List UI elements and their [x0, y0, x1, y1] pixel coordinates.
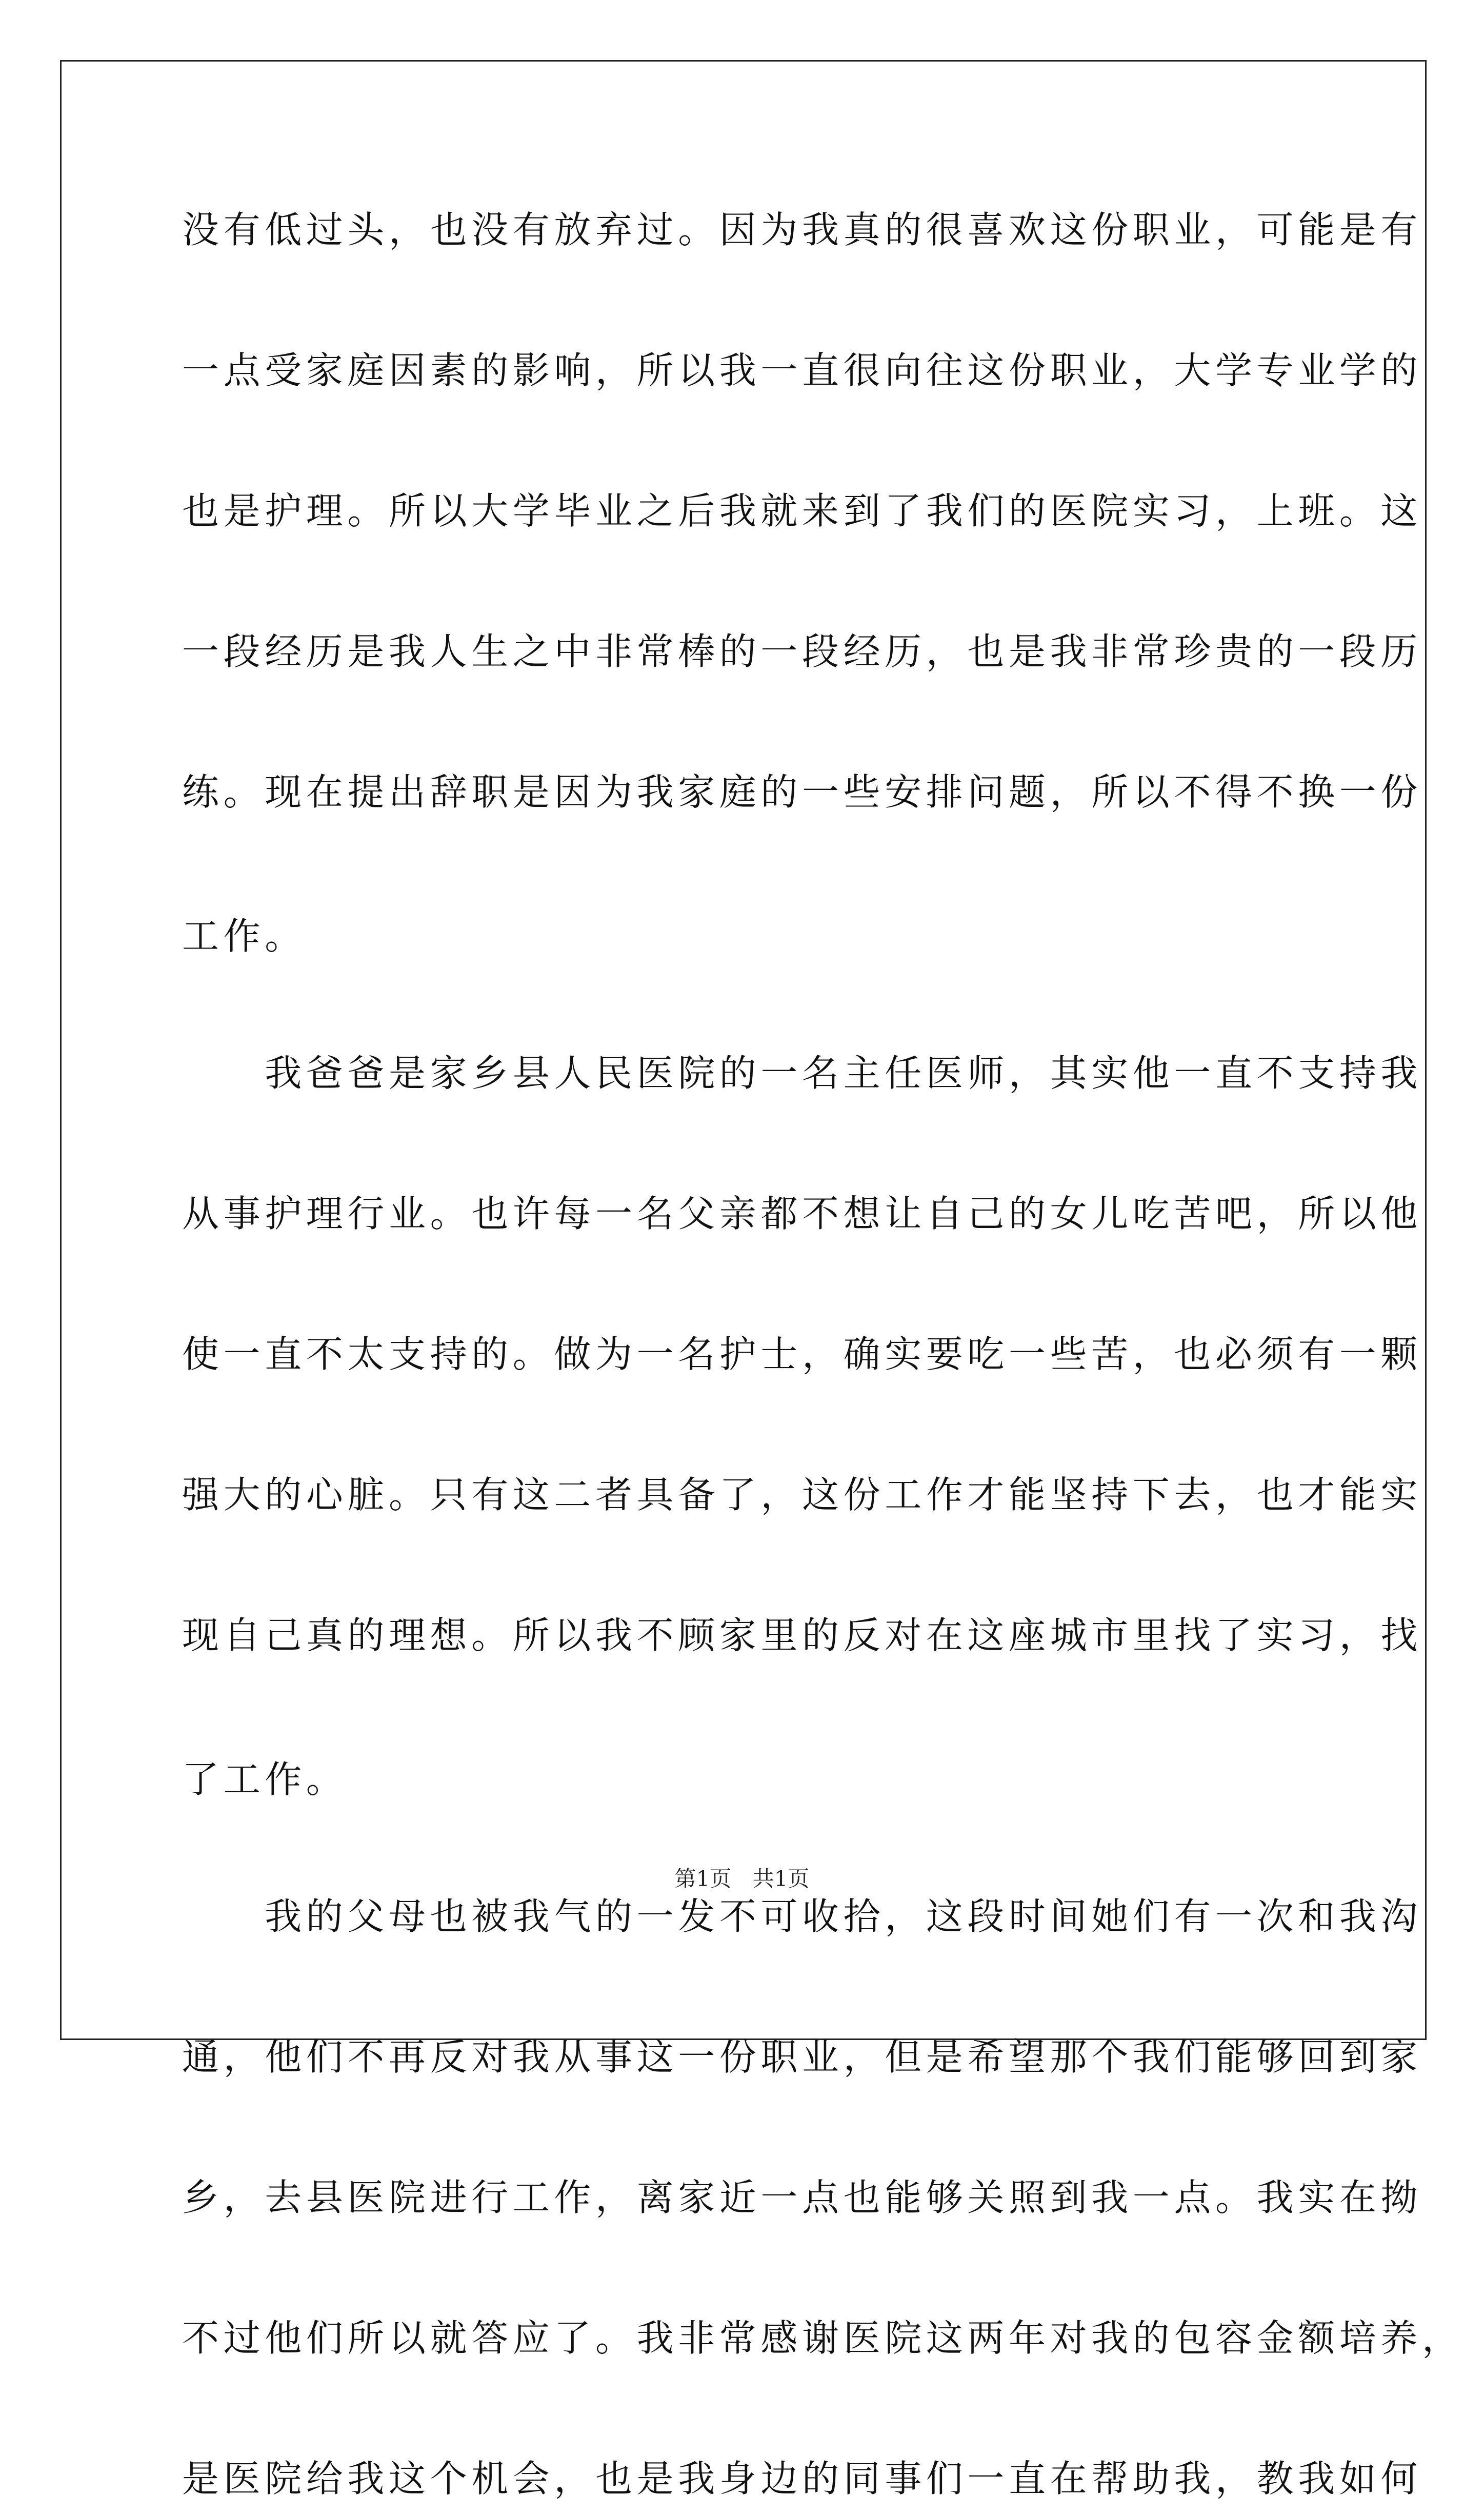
page-footer — [0, 1862, 1484, 1893]
text-line: 强大的心脏。只有这二者具备了，这份工作才能坚持下去，也才能实 — [182, 1473, 1422, 1516]
page-total: 共1页 — [752, 1866, 810, 1891]
text-line: 也是护理。所以大学毕业之后我就来到了我们的医院实习，上班。这 — [182, 489, 1422, 532]
text-line: 从事护理行业。也许每一名父亲都不想让自己的女儿吃苦吧，所以他 — [182, 1192, 1422, 1235]
text-line: 通，他们不再反对我从事这一份职业，但是希望那个我们能够回到家 — [182, 2035, 1422, 2078]
text-line: 我爸爸是家乡县人民医院的一名主任医师，其实他一直不支持我 — [182, 1052, 1422, 1095]
document-body — [182, 195, 1463, 2514]
text-line: 使一直不太支持的。做为一名护士，确实要吃一些苦，也必须有一颗 — [182, 1333, 1422, 1376]
text-line: 工作。 — [182, 914, 306, 958]
text-line: 是医院给我这个机会，也是我身边的同事们一直在帮助我，教我如何 — [182, 2457, 1422, 2500]
text-line: 一段经历是我人生之中非常棒的一段经历，也是我非常珍贵的一段历 — [182, 630, 1422, 673]
text-line: 一点受家庭因素的影响，所以我一直很向往这份职业，大学专业学的 — [182, 349, 1422, 392]
page-number: 第1页 — [674, 1866, 732, 1891]
text-line: 没有低过头，也没有放弃过。因为我真的很喜欢这份职业，可能是有 — [182, 208, 1422, 251]
text-line: 不过他们所以就答应了。我非常感谢医院这两年对我的包容金额培养， — [182, 2317, 1463, 2360]
text-line: 乡，去县医院进行工作，离家近一点也能够关照到我一点。我实在拗 — [182, 2176, 1422, 2219]
text-line: 现自己真的理想。所以我不顾家里的反对在这座城市里找了实习，找 — [182, 1614, 1422, 1657]
text-line: 了工作。 — [182, 1757, 348, 1801]
text-line: 练。现在提出辞职是因为我家庭的一些安排问题，所以不得不换一份 — [182, 770, 1422, 814]
text-line: 我的父母也被我气的一发不可收拾，这段时间她们有一次和我沟 — [182, 1895, 1422, 1938]
